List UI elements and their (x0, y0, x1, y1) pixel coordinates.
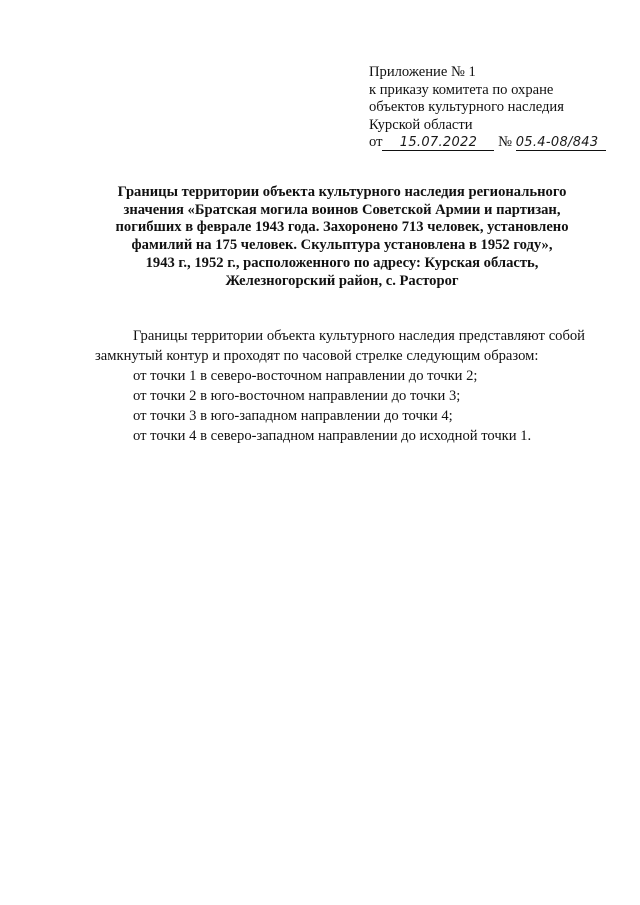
document-body (95, 326, 585, 446)
appendix-header (369, 64, 619, 152)
intro-paragraph: Границы территории объекта культурного наследия представляют собой замкнутый контур и проходят по часовой стрелке следующим образом: (95, 328, 585, 364)
appendix-line: к приказу комитета по охране (369, 81, 554, 98)
title-line: значения «Братская могила воинов Советской Армии и партизан, (123, 201, 561, 218)
order-number-field (516, 135, 606, 151)
appendix-line: Курской области (369, 116, 473, 133)
title-line: Границы территории объекта культурного наследия регионального (117, 184, 567, 200)
appendix-line: объектов культурного наследия (369, 99, 564, 116)
title-line: погибших в феврале 1943 года. Захоронено 713 человек, установлено (115, 219, 569, 236)
number-label: № (498, 134, 513, 151)
boundary-item: от точки 2 в юго-восточном направлении до точки 3; (133, 388, 461, 404)
from-label: от (369, 134, 383, 151)
order-date-field (382, 135, 494, 151)
document-title (92, 184, 592, 290)
boundary-item: от точки 3 в юго-западном направлении до точки 4; (133, 408, 453, 424)
title-line: фамилий на 175 человек. Скульптура установлена в 1952 году», (131, 237, 553, 254)
order-number-handwritten: 05.4-08/843 (515, 135, 599, 151)
boundary-item: от точки 4 в северо-западном направлении до исходной точки 1. (133, 428, 532, 444)
title-line: 1943 г., 1952 г., расположенного по адресу: Курская область, (145, 254, 539, 271)
appendix-line: Приложение № 1 (369, 64, 476, 80)
order-date-handwritten: 15.07.2022 (399, 135, 478, 151)
order-reference-line (369, 134, 619, 152)
boundary-item: от точки 1 в северо-восточном направлении до точки 2; (133, 368, 478, 384)
title-line: Железногорский район, с. Расторог (225, 272, 459, 289)
